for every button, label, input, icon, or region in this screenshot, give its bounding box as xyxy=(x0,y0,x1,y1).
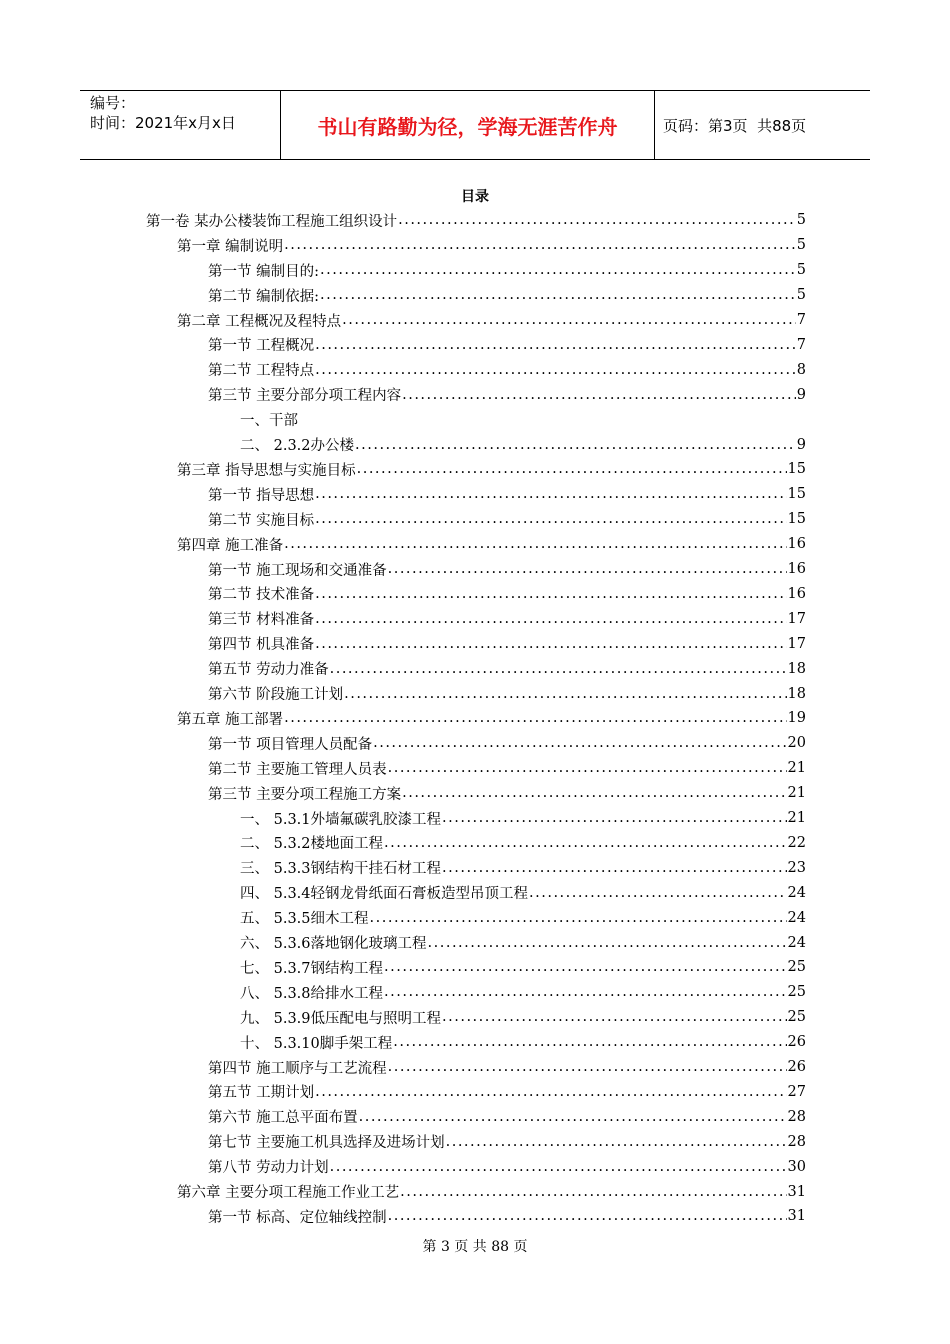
toc-entry-title: 第一节 工程概况 xyxy=(208,338,315,355)
toc-entry-page: 7 xyxy=(796,336,806,353)
toc-entry-page: 9 xyxy=(796,436,806,453)
toc-entry[interactable] xyxy=(177,457,806,482)
footer-page-number: 第 3 页 共 88 页 xyxy=(422,1239,528,1255)
toc-leader-dots xyxy=(370,910,787,926)
toc-entry-page: 17 xyxy=(787,610,806,627)
toc-entry-page: 25 xyxy=(787,1009,806,1026)
toc-entry-title: 第一节 项目管理人员配备 xyxy=(208,736,373,753)
toc-entry-title: 第三章 指导思想与实施目标 xyxy=(177,462,356,479)
toc-entry-page: 15 xyxy=(787,486,806,503)
toc-entry[interactable] xyxy=(208,283,806,308)
toc-entry[interactable] xyxy=(208,258,806,283)
toc-leader-dots xyxy=(384,835,787,851)
toc-leader-dots xyxy=(330,1159,787,1175)
toc-entry-page: 24 xyxy=(787,934,806,951)
toc-entry[interactable] xyxy=(177,532,806,557)
toc-leader-dots xyxy=(320,262,796,278)
toc-entry-page: 26 xyxy=(787,1059,806,1076)
toc-entry[interactable] xyxy=(208,1154,806,1179)
toc-entry[interactable] xyxy=(240,955,806,980)
toc-entry-title: 第一卷 某办公楼装饰工程施工组织设计 xyxy=(146,213,398,230)
toc-leader-dots xyxy=(342,312,796,328)
toc-entry[interactable] xyxy=(208,1104,806,1129)
toc-leader-dots xyxy=(446,1134,787,1150)
toc-entry[interactable] xyxy=(208,781,806,806)
toc-entry[interactable] xyxy=(240,1005,806,1030)
toc-entry[interactable] xyxy=(240,930,806,955)
toc-leader-dots xyxy=(355,437,796,453)
toc-entry-title: 第五节 工期计划 xyxy=(208,1085,315,1102)
toc-leader-dots xyxy=(388,760,787,776)
toc-leader-dots xyxy=(284,536,786,552)
toc-entry-page: 8 xyxy=(796,361,806,378)
toc-entry[interactable] xyxy=(240,1030,806,1055)
toc-leader-dots xyxy=(388,1208,787,1224)
toc-leader-dots xyxy=(315,611,786,627)
toc-entry-page: 5 xyxy=(796,212,806,229)
toc-entry[interactable] xyxy=(208,382,806,407)
toc-entry[interactable] xyxy=(240,855,806,880)
toc-entry[interactable] xyxy=(146,208,806,233)
toc-entry[interactable] xyxy=(240,880,806,905)
toc-entry[interactable] xyxy=(208,631,806,656)
toc-entry-title: 二、 5.3.2楼地面工程 xyxy=(240,836,384,853)
toc-entry-title: 第一节 标高、定位轴线控制 xyxy=(208,1209,387,1226)
toc-leader-dots xyxy=(284,237,796,253)
toc-leader-dots xyxy=(384,984,787,1000)
toc-entry-page: 5 xyxy=(796,237,806,254)
toc-entry-title: 第四节 施工顺序与工艺流程 xyxy=(208,1060,387,1077)
toc-entry[interactable] xyxy=(208,582,806,607)
toc-entry[interactable] xyxy=(240,980,806,1005)
toc-entry-title: 第四章 施工准备 xyxy=(177,537,284,554)
toc-entry-title: 第二节 编制依据: xyxy=(208,288,319,305)
toc-entry-title: 第五章 施工部署 xyxy=(177,711,284,728)
page-footer xyxy=(0,1236,950,1256)
toc-entry-title: 第一章 编制说明 xyxy=(177,238,284,255)
toc-entry-title: 第六节 施工总平面布置 xyxy=(208,1110,358,1127)
toc-entry-page: 26 xyxy=(787,1034,806,1051)
toc-entry-page: 16 xyxy=(787,585,806,602)
toc-entry[interactable] xyxy=(177,1179,806,1204)
toc-leader-dots xyxy=(315,636,786,652)
toc-entry-title: 第二节 实施目标 xyxy=(208,512,315,529)
toc-entry-title: 第六节 阶段施工计划 xyxy=(208,687,344,704)
toc-entry-title: 三、 5.3.3钢结构干挂石材工程 xyxy=(240,861,442,878)
header-meta xyxy=(80,91,281,159)
toc-entry-title: 第四节 机具准备 xyxy=(208,637,315,654)
toc-leader-dots xyxy=(402,387,796,403)
motto: 书山有路勤为径，学海无涯苦作舟 xyxy=(281,91,655,159)
toc-leader-dots xyxy=(442,810,787,826)
toc-entry[interactable] xyxy=(208,1055,806,1080)
toc-entry-title: 第二节 技术准备 xyxy=(208,587,315,604)
toc-leader-dots xyxy=(315,486,786,502)
toc-entry-page: 21 xyxy=(787,760,806,777)
toc-leader-dots xyxy=(442,860,787,876)
toc-entry[interactable] xyxy=(240,432,806,457)
toc-entry-page: 17 xyxy=(787,635,806,652)
toc-leader-dots xyxy=(315,362,796,378)
toc-leader-dots xyxy=(315,337,796,353)
toc-entry[interactable] xyxy=(208,507,806,532)
toc-entry[interactable] xyxy=(208,656,806,681)
toc-leader-dots xyxy=(442,1009,787,1025)
toc-entry[interactable] xyxy=(177,706,806,731)
toc-entry[interactable] xyxy=(240,905,806,930)
toc-entry-title: 第八节 劳动力计划 xyxy=(208,1160,329,1177)
toc-entry-page: 15 xyxy=(787,511,806,528)
toc-entry[interactable] xyxy=(208,1129,806,1154)
toc-entry[interactable] xyxy=(208,1080,806,1105)
toc-leader-dots xyxy=(359,1109,787,1125)
toc-leader-dots xyxy=(400,1184,786,1200)
page-label: 页码：第3页 共88页 xyxy=(663,116,807,135)
toc-entry-title: 五、 5.3.5细木工程 xyxy=(240,911,369,928)
toc-entry-title: 第七节 主要施工机具选择及进场计划 xyxy=(208,1135,445,1152)
toc-entry[interactable] xyxy=(177,308,806,333)
page-info xyxy=(655,91,870,159)
toc-entry-title: 一、 5.3.1外墙氟碳乳胶漆工程 xyxy=(240,811,442,828)
toc-leader-dots xyxy=(330,661,787,677)
toc-entry-page: 25 xyxy=(787,984,806,1001)
toc-leader-dots xyxy=(315,586,786,602)
toc-entry-title: 第二节 主要施工管理人员表 xyxy=(208,761,387,778)
toc-entry-title: 七、 5.3.7钢结构工程 xyxy=(240,960,384,977)
toc-leader-dots xyxy=(315,1084,786,1100)
toc-title: 目录 xyxy=(461,189,489,205)
toc-leader-dots xyxy=(388,1059,787,1075)
toc-entry-title: 八、 5.3.8给排水工程 xyxy=(240,985,384,1002)
toc-entry[interactable] xyxy=(208,731,806,756)
toc-leader-dots xyxy=(284,710,786,726)
toc-leader-dots xyxy=(384,959,787,975)
toc-entry[interactable] xyxy=(208,756,806,781)
toc-entry-title: 二、 2.3.2办公楼 xyxy=(240,438,355,455)
toc-entry-title: 六、 5.3.6落地钢化玻璃工程 xyxy=(240,936,427,953)
toc-entry[interactable] xyxy=(208,482,806,507)
toc-entry[interactable] xyxy=(208,1204,806,1229)
toc-entry[interactable] xyxy=(208,681,806,706)
toc-leader-dots xyxy=(373,735,786,751)
toc-entry-page: 5 xyxy=(796,262,806,279)
toc-entry-title: 第一节 编制目的: xyxy=(208,263,319,280)
toc-entry-page: 9 xyxy=(796,386,806,403)
toc-leader-dots xyxy=(357,461,787,477)
toc-entry-page: 20 xyxy=(787,735,806,752)
time-label: 时间：2021年x月x日 xyxy=(90,114,236,132)
toc-leader-dots xyxy=(428,935,787,951)
toc-entry-page: 25 xyxy=(787,959,806,976)
toc-entry-title: 第一节 施工现场和交通准备 xyxy=(208,562,387,579)
toc-leader-dots xyxy=(393,1034,786,1050)
toc-leader-dots xyxy=(320,287,796,303)
toc-entry-page: 19 xyxy=(787,710,806,727)
toc-entry-title: 第二章 工程概况及程特点 xyxy=(177,313,342,330)
toc-entry-page: 16 xyxy=(787,536,806,553)
toc-entry-title: 第一节 指导思想 xyxy=(208,487,315,504)
toc-entry[interactable] xyxy=(240,806,806,831)
toc-entry[interactable] xyxy=(208,333,806,358)
toc-entry-page: 7 xyxy=(796,312,806,329)
toc-entry-page: 5 xyxy=(796,287,806,304)
toc-entry[interactable] xyxy=(208,606,806,631)
toc-entry-title: 第六章 主要分项工程施工作业工艺 xyxy=(177,1185,400,1202)
number-label: 编号： xyxy=(90,94,136,112)
toc-entry-page: 31 xyxy=(787,1183,806,1200)
toc-entry-page: 31 xyxy=(787,1208,806,1225)
toc-leader-dots xyxy=(402,785,786,801)
toc-entry-page: 18 xyxy=(787,660,806,677)
toc-entry-title: 第三节 主要分部分项工程内容 xyxy=(208,388,402,405)
toc-entry-title: 九、 5.3.9低压配电与照明工程 xyxy=(240,1010,442,1027)
toc-entry-page: 22 xyxy=(787,834,806,851)
toc-entry-title: 第五节 劳动力准备 xyxy=(208,662,329,679)
toc-entry-page: 16 xyxy=(787,561,806,578)
toc-entry-page: 28 xyxy=(787,1108,806,1125)
toc-entry-page: 24 xyxy=(787,909,806,926)
toc-entry-title: 第三节 主要分项工程施工方案 xyxy=(208,786,402,803)
toc-leader-dots xyxy=(398,212,796,228)
toc-entry-title: 第三节 材料准备 xyxy=(208,612,315,629)
toc-entry-title: 第二节 工程特点 xyxy=(208,363,315,380)
toc-entry-title: 十、 5.3.10脚手架工程 xyxy=(240,1035,393,1052)
toc-entry-page: 15 xyxy=(787,461,806,478)
toc-leader-dots xyxy=(388,561,787,577)
toc-entry[interactable] xyxy=(177,233,806,258)
toc-entry-title: 一、干部 xyxy=(240,413,298,430)
toc-entry-page: 27 xyxy=(787,1083,806,1100)
toc-entry[interactable] xyxy=(240,407,806,432)
toc-leader-dots xyxy=(315,511,786,527)
page-header xyxy=(80,90,870,160)
toc-entry[interactable] xyxy=(208,557,806,582)
toc-entry[interactable] xyxy=(208,357,806,382)
toc-entry-page: 30 xyxy=(787,1158,806,1175)
toc-entry-title: 四、 5.3.4轻钢龙骨纸面石膏板造型吊顶工程 xyxy=(240,886,529,903)
toc-entry-page: 18 xyxy=(787,685,806,702)
toc-entry[interactable] xyxy=(240,831,806,856)
toc-entry-page: 21 xyxy=(787,785,806,802)
toc-entry-page: 28 xyxy=(787,1133,806,1150)
toc-leader-dots xyxy=(529,885,787,901)
toc-entry-page: 24 xyxy=(787,884,806,901)
toc-entry-page: 21 xyxy=(787,810,806,827)
toc-entry-page: 23 xyxy=(787,859,806,876)
toc-leader-dots xyxy=(344,686,786,702)
